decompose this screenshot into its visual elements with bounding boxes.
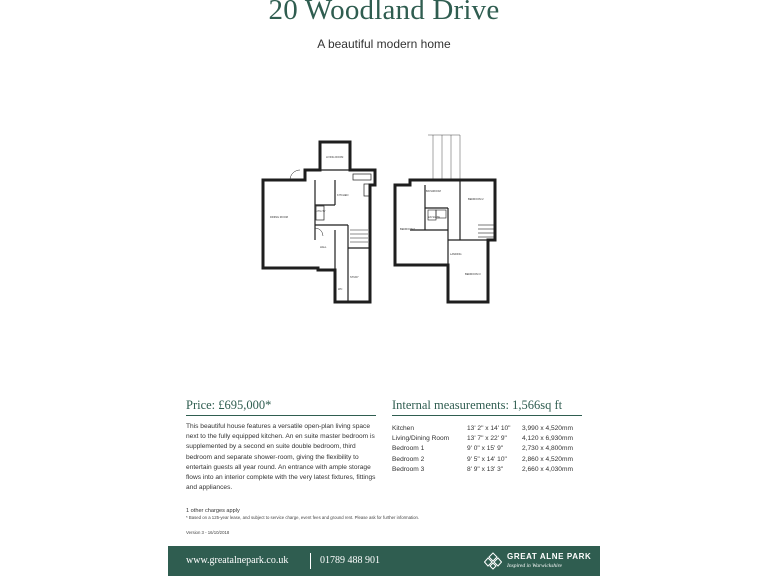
label-en-suite: EN SUITE bbox=[428, 216, 440, 219]
label-living-dining: DINING ROOM bbox=[270, 216, 288, 219]
room-name: Living/Dining Room bbox=[392, 435, 450, 443]
version-note: Version 3 - 16/10/2018 bbox=[186, 530, 230, 535]
website-link[interactable]: www.greatalnepark.co.uk bbox=[186, 555, 289, 566]
room-metric: 4,120 x 6,930mm bbox=[522, 435, 573, 443]
page-title: 20 Woodland Drive bbox=[268, 0, 500, 26]
room-imperial: 9' 0" x 15' 9" bbox=[467, 445, 504, 453]
label-bedroom-2: BEDROOM 2 bbox=[468, 198, 484, 201]
measurements-table bbox=[392, 423, 573, 475]
table-row bbox=[392, 454, 573, 464]
room-imperial: 8' 9" x 13' 3" bbox=[467, 466, 504, 474]
brand-tagline: Inspired in Warwickshire bbox=[507, 563, 562, 569]
room-name: Bedroom 2 bbox=[392, 455, 425, 463]
leaf-logo-icon bbox=[484, 551, 502, 571]
page-subtitle: A beautiful modern home bbox=[317, 37, 451, 51]
phone-number[interactable]: 01789 488 901 bbox=[320, 555, 380, 566]
label-study: STUDY bbox=[350, 276, 359, 279]
measurements-heading: Internal measurements: 1,566sq ft bbox=[392, 398, 582, 416]
label-bathroom: BATHROOM bbox=[426, 190, 441, 193]
label-living: LIVING ROOM bbox=[326, 156, 344, 159]
label-bedroom-1: BEDROOM 1 bbox=[400, 228, 416, 231]
first-floor-plan bbox=[395, 135, 495, 302]
room-metric: 3,990 x 4,520mm bbox=[522, 424, 573, 432]
room-metric: 2,730 x 4,800mm bbox=[522, 445, 573, 453]
room-name: Bedroom 3 bbox=[392, 466, 425, 474]
label-hall: HALL bbox=[320, 246, 327, 249]
room-name: Kitchen bbox=[392, 424, 414, 432]
room-metric: 2,660 x 4,030mm bbox=[522, 466, 573, 474]
label-bedroom-3: BEDROOM 3 bbox=[465, 273, 481, 276]
room-metric: 2,860 x 4,520mm bbox=[522, 455, 573, 463]
floor-plans bbox=[250, 130, 535, 325]
room-imperial: 9' 5" x 14' 10" bbox=[467, 455, 507, 463]
footnote-lease: * Based on a 125-year lease, and subject to service charge, event fees and ground rent. Please ask for further information. bbox=[186, 515, 420, 520]
label-kitchen: KITCHEN bbox=[337, 194, 349, 197]
room-imperial: 13' 7" x 22' 9" bbox=[467, 435, 507, 443]
label-utility: UTILITY bbox=[316, 210, 326, 213]
table-row bbox=[392, 444, 573, 454]
room-name: Bedroom 1 bbox=[392, 445, 425, 453]
brand-name: GREAT ALNE PARK bbox=[507, 552, 592, 561]
table-row bbox=[392, 465, 573, 475]
footer-bar bbox=[168, 546, 600, 576]
room-imperial: 13' 2" x 14' 10" bbox=[467, 424, 511, 432]
table-row bbox=[392, 433, 573, 443]
price-heading: Price: £695,000* bbox=[186, 398, 376, 416]
property-description: This beautiful house features a versatile open-plan living space next to the fully equipped kitchen. An en suite master bedroom is supplemented by a second en suite double bedroom, third bedroom and separate shower-room, giving the flexibility to entertain guests all year round. An entrance with ample storage flows into an interior complete with the very latest fixtures, fittings and appliances. bbox=[186, 423, 376, 492]
first-floor-labels bbox=[400, 189, 484, 276]
label-wc: WC bbox=[338, 288, 343, 291]
label-landing: LANDING bbox=[450, 253, 462, 256]
table-row bbox=[392, 423, 573, 433]
footnote-charges: 1 other charges apply bbox=[186, 508, 240, 514]
footer-divider bbox=[310, 553, 311, 569]
